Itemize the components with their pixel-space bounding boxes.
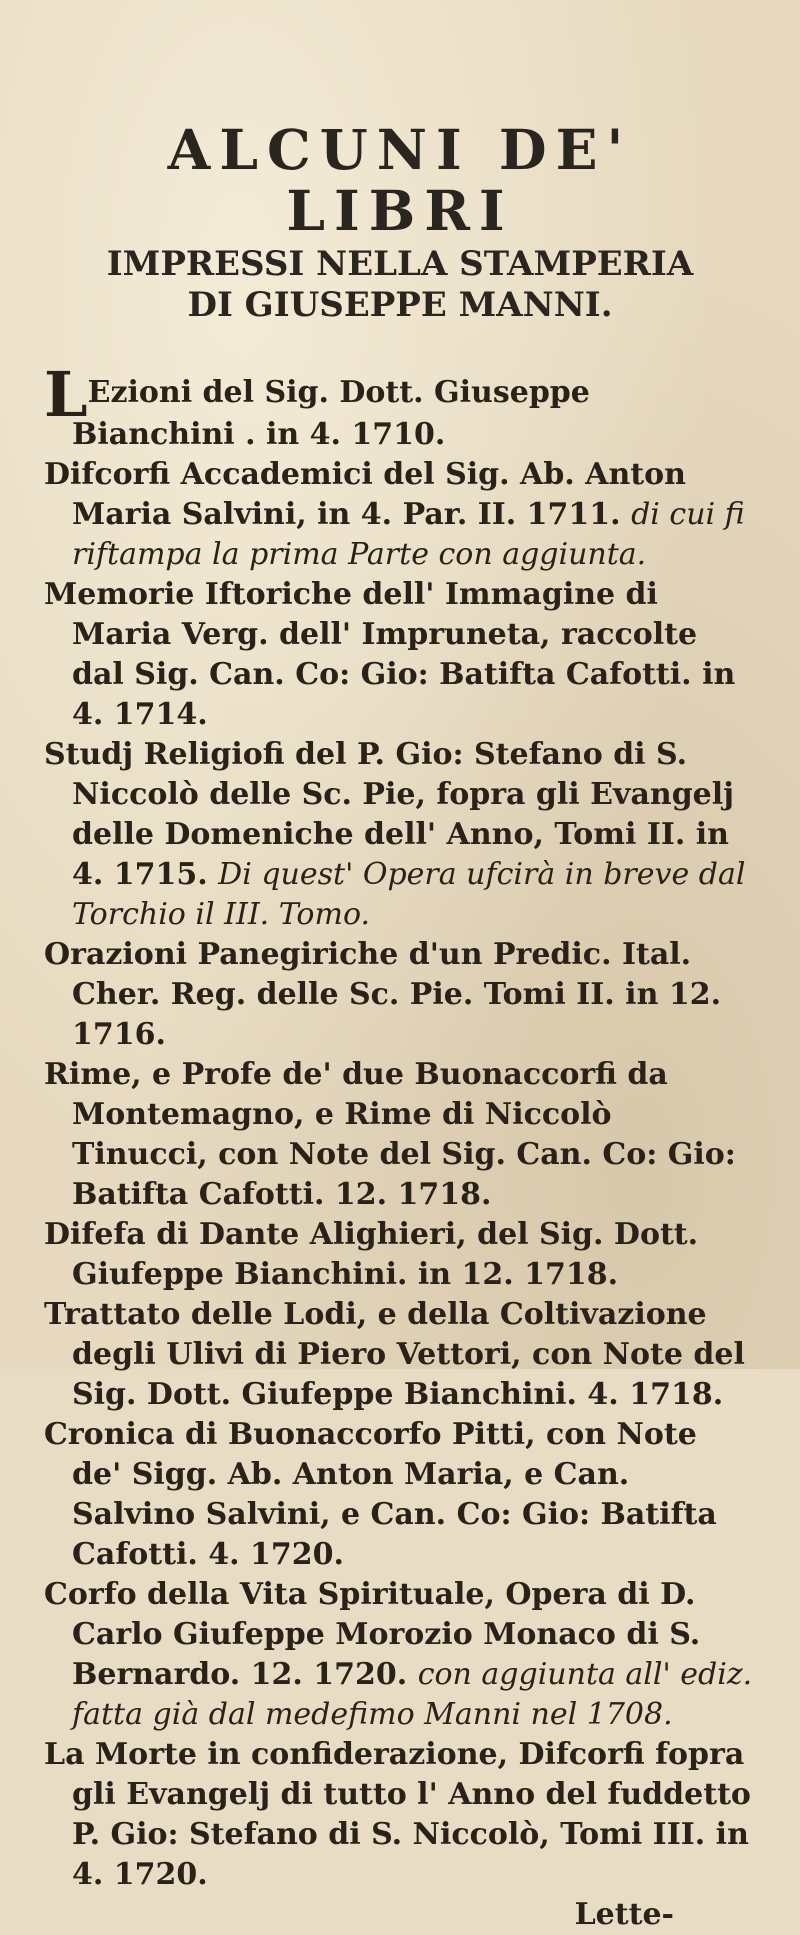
entry-text: Memorie Iftoriche dell' Immagine di Maria Verg. dell' Impruneta, raccolte dal Sig. Can. Co: Gio: Batifta Cafotti. in 4. 1714. — [44, 577, 736, 733]
entry-text: Rime, e Profe de' due Buonaccorfi da Montemagno, e Rime di Niccolò Tinucci, con Note del Sig. Can. Co: Gio: Batifta Cafotti. 12. 1718. — [44, 1057, 736, 1213]
entry-note: Di quest' Opera ufcirà in breve dal Torchio il III. Tomo. — [72, 857, 746, 933]
entry-text: Trattato delle Lodi, e della Coltivazione degli Ulivi di Piero Vettori, con Note del Sig. Dott. Giufeppe Bianchini. 4. 1718. — [44, 1297, 745, 1413]
book-entry — [44, 1215, 754, 1295]
book-entry — [44, 1575, 754, 1735]
entry-text: Studj Religiofi del P. Gio: Stefano di S. Niccolò delle Sc. Pie, fopra gli Evangelj delle Domeniche dell' Anno, Tomi II. in 4. 1715. — [44, 737, 735, 893]
book-entry — [44, 735, 754, 935]
entry-text: Orazioni Panegiriche d'un Predic. Ital. Cher. Reg. delle Sc. Pie. Tomi II. in 12. 1716. — [44, 937, 722, 1053]
entry-text: Difcorfi Accademici del Sig. Ab. Anton Maria Salvini, in 4. Par. II. 1711. — [44, 457, 686, 533]
book-entry — [44, 1295, 754, 1415]
drop-cap: L — [44, 358, 88, 432]
page-subtitle-line-2: DI GIUSEPPE MANNI. — [187, 285, 613, 326]
entry-text: Cronica di Buonaccorfo Pitti, con Note de' Sigg. Ab. Anton Maria, e Can. Salvino Salvini, e Can. Co: Gio: Batifta Cafotti. 4. 1720. — [44, 1417, 717, 1573]
book-entry — [44, 935, 754, 1055]
book-entry — [44, 1415, 754, 1575]
page-subtitle-line-1: IMPRESSI NELLA STAMPERIA — [106, 244, 694, 284]
entry-text: La Morte in confiderazione, Difcorfi fopra gli Evangelj di tutto l' Anno del fuddetto P. Gio: Stefano di S. Niccolò, Tomi III. in 4. 1720. — [44, 1737, 751, 1893]
book-entry — [44, 1055, 754, 1215]
entry-note: con aggiunta all' ediz. fatta già dal medefimo Manni nel 1708. — [72, 1657, 753, 1733]
book-entry — [44, 358, 754, 455]
page-title: ALCUNI DE' LIBRI — [167, 117, 633, 243]
entry-note: di cui fi riftampa la prima Parte con aggiunta. — [72, 497, 745, 573]
entry-text: Difefa di Dante Alighieri, del Sig. Dott. Giufeppe Bianchini. in 12. 1718. — [44, 1217, 699, 1293]
book-list — [40, 358, 760, 1935]
entry-text: Corfo della Vita Spirituale, Opera di D. Carlo Giufeppe Morozio Monaco di S. Bernardo. 12. 1720. — [44, 1577, 701, 1693]
catchword: Lette- — [574, 1897, 674, 1933]
entry-text: Ezioni del Sig. Dott. Giuseppe Bianchini . in 4. 1710. — [72, 375, 590, 453]
book-entry — [44, 455, 754, 575]
book-entry — [44, 1735, 754, 1895]
book-entry — [44, 575, 754, 735]
